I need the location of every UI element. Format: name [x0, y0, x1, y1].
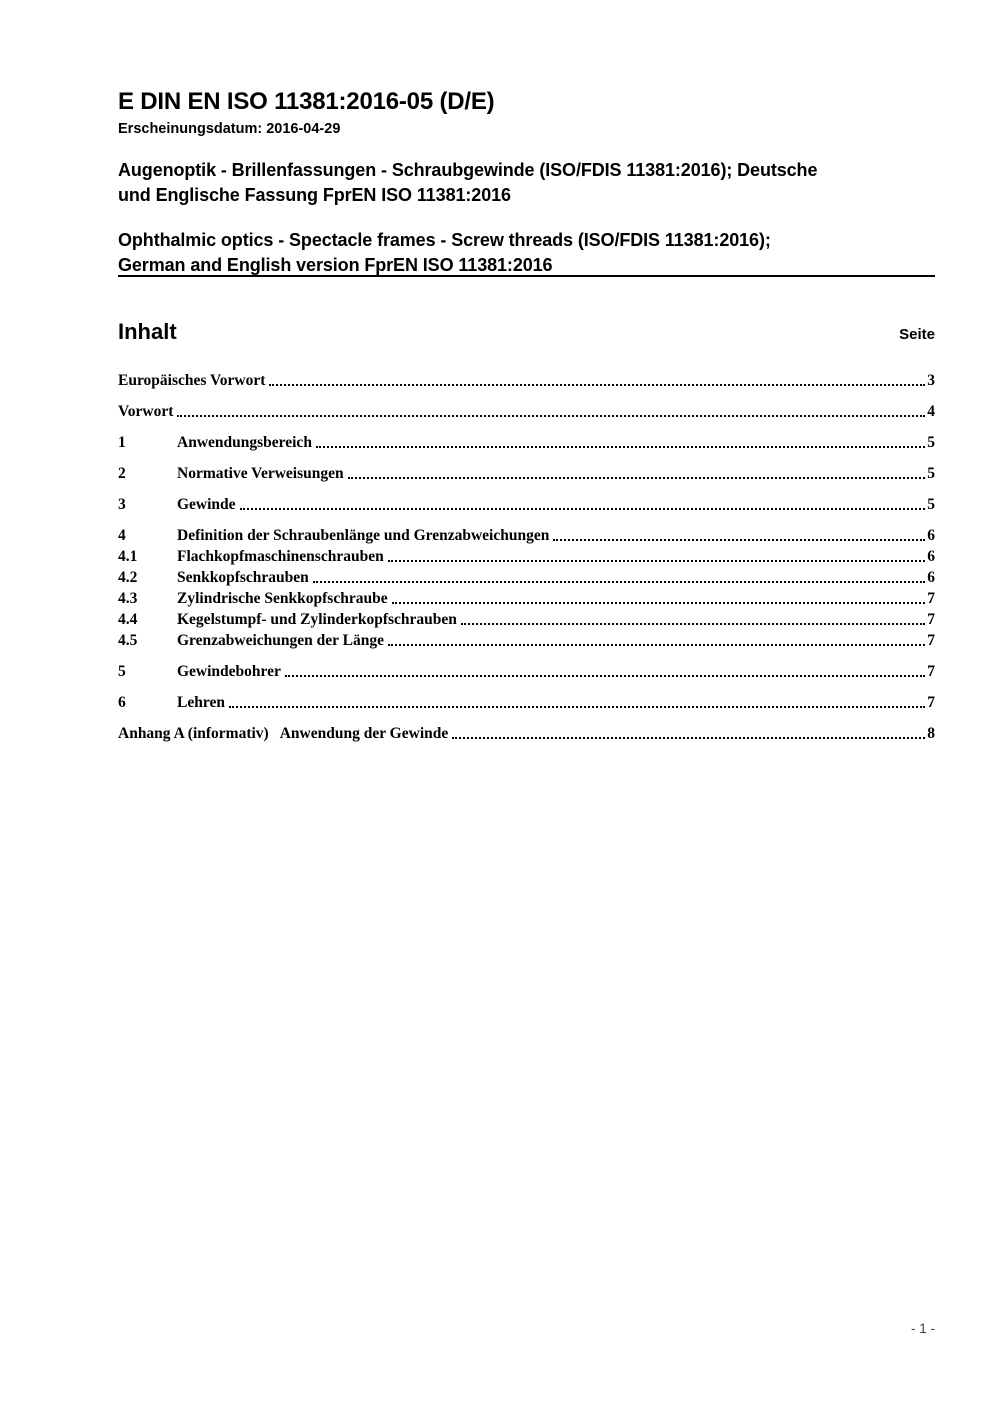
toc-entry-page: 5: [927, 434, 935, 451]
toc-entry-title: Lehren: [177, 694, 225, 711]
english-title-line: Ophthalmic optics - Spectacle frames - Screw threads (ISO/FDIS 11381:2016);: [118, 230, 771, 250]
toc-entry-title: Grenzabweichungen der Länge: [177, 632, 384, 649]
toc-dot-leader: [316, 446, 925, 448]
toc-entry-title: Senkkopfschrauben: [177, 569, 309, 586]
toc-entry-title: Normative Verweisungen: [177, 465, 344, 482]
toc-row: [118, 590, 935, 607]
toc-row: [118, 496, 935, 513]
toc-entry-number: 4.5: [118, 632, 138, 649]
toc-row: [118, 725, 935, 742]
footer-page-number: - 1 -: [910, 1321, 935, 1336]
toc-entry-number: 2: [118, 465, 126, 482]
german-title-line: und Englische Fassung FprEN ISO 11381:2016: [118, 185, 511, 205]
toc-row: [118, 465, 935, 482]
toc-entry-page: 3: [927, 372, 935, 389]
toc-entry-number: 3: [118, 496, 126, 513]
toc-dot-leader: [392, 602, 926, 604]
toc-entry-number: 6: [118, 694, 126, 711]
toc-row: [118, 434, 935, 451]
toc-entry-title: Europäisches Vorwort: [118, 372, 266, 389]
toc-dot-leader: [229, 706, 925, 708]
toc-entry-page: 5: [927, 496, 935, 513]
toc-entry-title: Definition der Schraubenlänge und Grenzabweichungen: [177, 527, 550, 544]
german-title: [118, 158, 935, 208]
toc-dot-leader: [177, 415, 925, 417]
toc-dot-leader: [388, 560, 926, 562]
toc-dot-leader: [388, 644, 925, 646]
toc-entry-number: 4.1: [118, 548, 138, 565]
german-title-line: Augenoptik - Brillenfassungen - Schraubgewinde (ISO/FDIS 11381:2016); Deutsche: [118, 160, 818, 180]
toc-entry-page: 6: [927, 548, 935, 565]
toc-dot-leader: [553, 539, 925, 541]
english-title-line: German and English version FprEN ISO 11381:2016: [118, 255, 553, 275]
toc-row: [118, 569, 935, 586]
toc-row: [118, 403, 935, 420]
toc-heading: Inhalt: [118, 319, 177, 344]
toc-row: [118, 694, 935, 711]
toc-page-column-label: Seite: [899, 326, 935, 343]
table-of-contents: [118, 372, 935, 742]
english-title: [118, 228, 935, 278]
toc-dot-leader: [452, 737, 925, 739]
toc-entry-number: 4: [118, 527, 126, 544]
toc-dot-leader: [285, 675, 925, 677]
toc-dot-leader: [348, 477, 926, 479]
toc-entry-title: Gewinde: [177, 496, 236, 513]
toc-entry-number: 4.2: [118, 569, 138, 586]
toc-entry-title: Gewindebohrer: [177, 663, 281, 680]
toc-entry-title: Vorwort: [118, 403, 174, 420]
toc-dot-leader: [269, 384, 925, 386]
toc-entry-page: 6: [927, 569, 935, 586]
toc-row: [118, 548, 935, 565]
toc-entry-title: Anwendungsbereich: [177, 434, 312, 451]
toc-entry-number: 5: [118, 663, 126, 680]
publication-date-label: Erscheinungsdatum:: [118, 121, 263, 137]
toc-entry-page: 7: [927, 590, 935, 607]
toc-row: [118, 611, 935, 628]
publication-date-value: 2016-04-29: [266, 121, 341, 137]
toc-entry-number: 4.4: [118, 611, 138, 628]
toc-entry-number: 1: [118, 434, 126, 451]
doc-code-title: E DIN EN ISO 11381:2016-05 (D/E): [118, 88, 495, 115]
toc-dot-leader: [461, 623, 925, 625]
toc-entry-page: 5: [927, 465, 935, 482]
toc-row: [118, 632, 935, 649]
toc-entry-page: 4: [927, 403, 935, 420]
toc-entry-page: 6: [927, 527, 935, 544]
toc-entry-number: Anhang A (informativ): [118, 725, 269, 742]
toc-entry-title: Anwendung der Gewinde: [279, 725, 449, 742]
toc-entry-number: 4.3: [118, 590, 138, 607]
toc-entry-page: 7: [927, 694, 935, 711]
toc-dot-leader: [240, 508, 926, 510]
toc-entry-page: 7: [927, 632, 935, 649]
toc-entry-title: Kegelstumpf- und Zylinderkopfschrauben: [177, 611, 457, 628]
toc-row: [118, 527, 935, 544]
toc-entry-page: 7: [927, 611, 935, 628]
publication-date: [118, 121, 935, 138]
toc-row: [118, 372, 935, 389]
toc-row: [118, 663, 935, 680]
toc-entry-page: 7: [927, 663, 935, 680]
document-page: [118, 0, 935, 742]
toc-entry-page: 8: [927, 725, 935, 742]
toc-header-row: [118, 319, 935, 345]
toc-entry-title: Flachkopfmaschinenschrauben: [177, 548, 384, 565]
toc-dot-leader: [313, 581, 925, 583]
toc-entry-title: Zylindrische Senkkopfschraube: [177, 590, 388, 607]
